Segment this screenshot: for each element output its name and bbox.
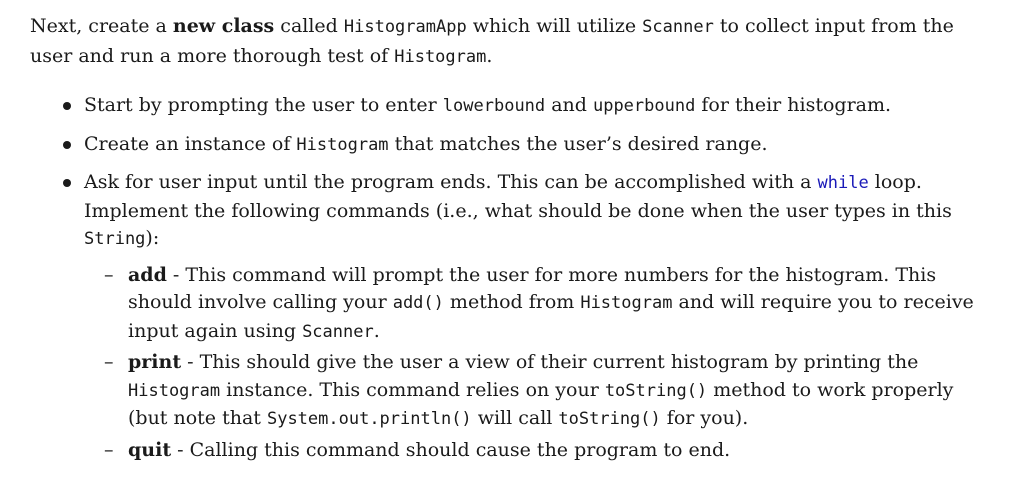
code-histogram: Histogram xyxy=(580,293,673,313)
item-text: - This command will prompt the user for more numbers for the histogram. This should involve calling your xyxy=(128,263,937,313)
code-histogram: Histogram xyxy=(394,47,487,67)
command-name-print: print xyxy=(128,351,182,373)
intro-text: called xyxy=(274,15,344,37)
intro-text: Next, create a xyxy=(30,15,173,37)
list-item-prompt-bounds xyxy=(30,92,990,121)
code-upperbound: upperbound xyxy=(592,96,696,116)
dash-marker: – xyxy=(104,351,114,373)
item-text: and xyxy=(545,94,593,116)
item-text: Create an instance of xyxy=(84,132,297,155)
dash-marker: – xyxy=(104,263,114,286)
item-text: . xyxy=(373,319,380,342)
code-println: System.out.println() xyxy=(266,409,472,429)
item-text: method to work properly (but note that xyxy=(128,378,954,429)
item-text: instance. This command relies on your xyxy=(220,378,605,401)
code-tostring: toString() xyxy=(604,380,708,401)
code-tostring: toString() xyxy=(558,409,661,429)
item-text: method from xyxy=(443,291,581,313)
command-name-add: add xyxy=(128,263,167,286)
item-text: ): xyxy=(145,227,160,249)
list-item-create-instance xyxy=(30,131,990,160)
item-text: - This should give the user a view of their current histogram by printing the xyxy=(181,351,919,373)
intro-text: . xyxy=(486,45,493,67)
command-list xyxy=(84,262,990,465)
code-scanner: Scanner xyxy=(642,17,714,37)
code-histogram: Histogram xyxy=(128,380,221,401)
bullet-icon xyxy=(63,102,71,110)
code-while-keyword: while xyxy=(817,173,869,193)
bullet-icon xyxy=(63,179,71,187)
item-text: loop. Implement the following commands (i.e., what should be done when the user types in this xyxy=(84,171,952,222)
item-text: - Calling this command should cause the program to end. xyxy=(171,438,731,461)
intro-text: which will utilize xyxy=(466,15,643,37)
item-text: Ask for user input until the program ends. This can be accomplished with a xyxy=(84,171,818,193)
intro-text: to collect input from the user and run a more thorough test of xyxy=(30,15,954,67)
item-text: Start by prompting the user to enter xyxy=(84,94,443,116)
item-text: will call xyxy=(471,407,559,429)
code-lowerbound: lowerbound xyxy=(442,96,546,116)
dash-marker: – xyxy=(104,438,114,461)
intro-bold-new-class: new class xyxy=(172,15,275,37)
instruction-list xyxy=(30,92,990,474)
item-text: for their histogram. xyxy=(695,94,892,116)
code-histogramapp: HistogramApp xyxy=(343,17,467,37)
command-item-quit xyxy=(84,437,990,465)
bullet-icon xyxy=(63,141,71,149)
command-item-print xyxy=(84,349,990,434)
list-item-user-input-loop xyxy=(30,169,990,464)
code-scanner: Scanner xyxy=(302,321,374,342)
item-text: that matches the user’s desired range. xyxy=(388,132,768,155)
intro-paragraph xyxy=(30,12,990,72)
code-histogram: Histogram xyxy=(296,134,389,155)
command-name-quit: quit xyxy=(128,438,172,461)
item-text: and will require you to receive input again using xyxy=(128,291,974,342)
code-string: String xyxy=(84,229,146,249)
item-text: for you). xyxy=(660,407,749,429)
command-item-add xyxy=(84,262,990,347)
code-add-method: add() xyxy=(392,293,444,313)
